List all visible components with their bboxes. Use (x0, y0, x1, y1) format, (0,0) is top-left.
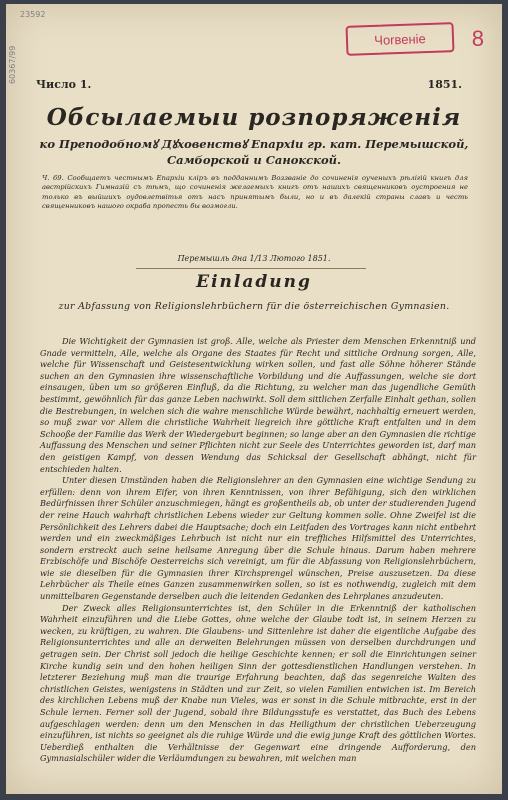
decree-note: Ч. 69. Сообщаетъ честнымъ Епархіи кліръ въ подданнимъ Воззваніе до сочиненія оученыхъ рѣлігій книгъ для австрійскихъ Гимназій съ тѣмъ, що сочиненія желаемыхъ книгъ отъ нашихъ священниковъ оустроения не только въ выйшихъ оудовлетвітья отъ насъ принятымъ были, но и въ далекій страны славъ и честь священниковъ нашого окраба пропесть бы возмогли. (42, 174, 468, 211)
header-row (36, 78, 462, 91)
section-heading: Einladung (196, 272, 312, 292)
dateline: Перемышль дна 1/13 Лютого 1851. (177, 254, 331, 263)
year: 1851. (427, 78, 462, 91)
stamp-number: 8 (471, 26, 484, 51)
pencil-mark-left: 60367/99 (8, 45, 17, 84)
document-title: Обсылаемыи розпоряженія (46, 104, 462, 131)
paragraph: Der Zweck alles Religionsunterrichtes ist, den Schüler in die Erkenntniß der katholischen Wahrheit einzuführen und die Liebe Gottes, ohne welche der Glaube todt ist, in seinem Herzen zu wecken, zu kräftigen, zu wahren. Die Glaubens- und Sittenlehre ist daher die eigentliche Aufgabe des Religionsunterrichtes und alle an derweiten Belehrungen müssen von derselben durchdrungen und getragen sein. Der Christ soll jedoch die heilige Geschichte kennen; er soll die Einrichtungen seiner Kirche kundig sein und den hohen heiligen Sinn der gottesdienstlichen Handlungen verstehen. In letzterer Beziehung muß man die traurige Erfahrung beachten, daß das segenreiche Walten des christlichen Geistes, wenigstens in Städten und zur Zeit, so vielen Familien entwichen ist. Im Bereich des kirchlichen Lebens muß der Knabe nun Vieles, was er sonst in die Schule mitbrachte, erst in der Schule lernen. Ferner soll der Jugend, sobald ihre Bildungsstufe es verstattet, das Buch des Lebens aufgeschlagen werden: denn um den Menschen in das Heiligthum der christlichen Ueberzeugung einzuführen, ist nichts so geeignet als die ruhige Würde und die ewig junge Kraft des göttlichen Wortes. Ueberdieß enthalten die Verhältnisse der Gegenwart eine dringende Aufforderung, den Gymnasialschüler wider die Verläumdungen zu bewahren, mit welchen man (40, 602, 476, 764)
issue-number: Число 1. (36, 78, 92, 91)
divider (136, 268, 366, 269)
body-text (40, 336, 476, 765)
paragraph: Die Wichtigkeit der Gymnasien ist groß. Alle, welche als Priester dem Menschen Erkenntniß und Gnade vermitteln, Alle, welche als Organe des Staates für Recht und sittliche Ordnung sorgen, Alle, welche für Wissenschaft und Geistesentwicklung wirken sollen, und fast alle Söhne höherer Stände suchen an den Gymnasien ihre wissenschaftliche Vorbildung und die Auffassungen, welche sie dort einsaugen, üben um so größeren Einfluß, da die Richtung, zu welcher man das jugendliche Gemüth bestimmt, gewöhnlich für das ganze Leben nachwirkt. Soll dem sittlichen Zerfalle Einhalt gethan, sollen die Bestrebungen, in welchen sich die wahre menschliche Würde bewährt, nachhaltig erneuert werden, so muß zwar vor Allem die christliche Wahrheit liegreich ihre göttliche Kraft entfalten und in dem Schooße der Familie das Werk der Wiedergeburt beginnen; so lange aber an den Gymnasien die richtige Auffassung des Menschen und seiner Pflichten nicht zur Seele des Unterrichtes geworden ist, darf man den geistigen Kampf, von dessen Wendung das Schicksal der Gesellschaft abhängt, nicht für entschieden halten. (40, 336, 476, 474)
pencil-mark-top: 23592 (20, 10, 46, 19)
stamp-text: Чоrвеніе (373, 30, 426, 48)
archive-stamp (346, 22, 455, 56)
document-subtitle: ко Преподобномꙋ Дꙋховенствꙋ Епархіи гр. кат. Перемышской, Самборской и Санокской. (39, 137, 469, 167)
section-subheading: zur Abfassung von Religionslehrbüchern für die österreichischen Gymnasien. (58, 301, 450, 312)
paragraph: Unter diesen Umständen haben die Religionslehrer an den Gymnasien eine wichtige Sendung zu erfüllen: denn von ihrem Eifer, von ihren Kenntnissen, von ihrer Befähigung, sich den wirklichen Bedürfnissen ihrer Schüler anzuschmiegen, hängt es großentheils ab, ob unter der studierenden Jugend der reine Hauch wahrhaft christlichen Lebens wieder zur Geltung kommen solle. Ohne Zweifel ist die Persönlichkeit des Lehrers dabei die Hauptsache; doch ein Leitfaden des Vortrages kann nicht entbehrt werden und ein zweckmäßiges Lehrbuch ist nicht nur ein treffliches Hilfsmittel des Unterrichtes, sondern erstreckt auch seine heilsame Anregung über die Schule hinaus. Darum haben mehrere Erzbischöfe und Bischöfe Oesterreichs sich vereinigt, um für die Abfassung von Religionslehrbüchern, wie sie dieselben für die Gymnasien ihrer Kirchsprengel wünschen, Preise auszusetzen. Da diese Lehrbücher als Theile eines Ganzen zusammenwirken sollen, so ist es nothwendig, zugleich mit dem unmittelbaren Gegenstande derselben auch die leitenden Gedanken des Lehrplanes anzudeuten. (40, 475, 476, 602)
document-page (6, 4, 502, 794)
